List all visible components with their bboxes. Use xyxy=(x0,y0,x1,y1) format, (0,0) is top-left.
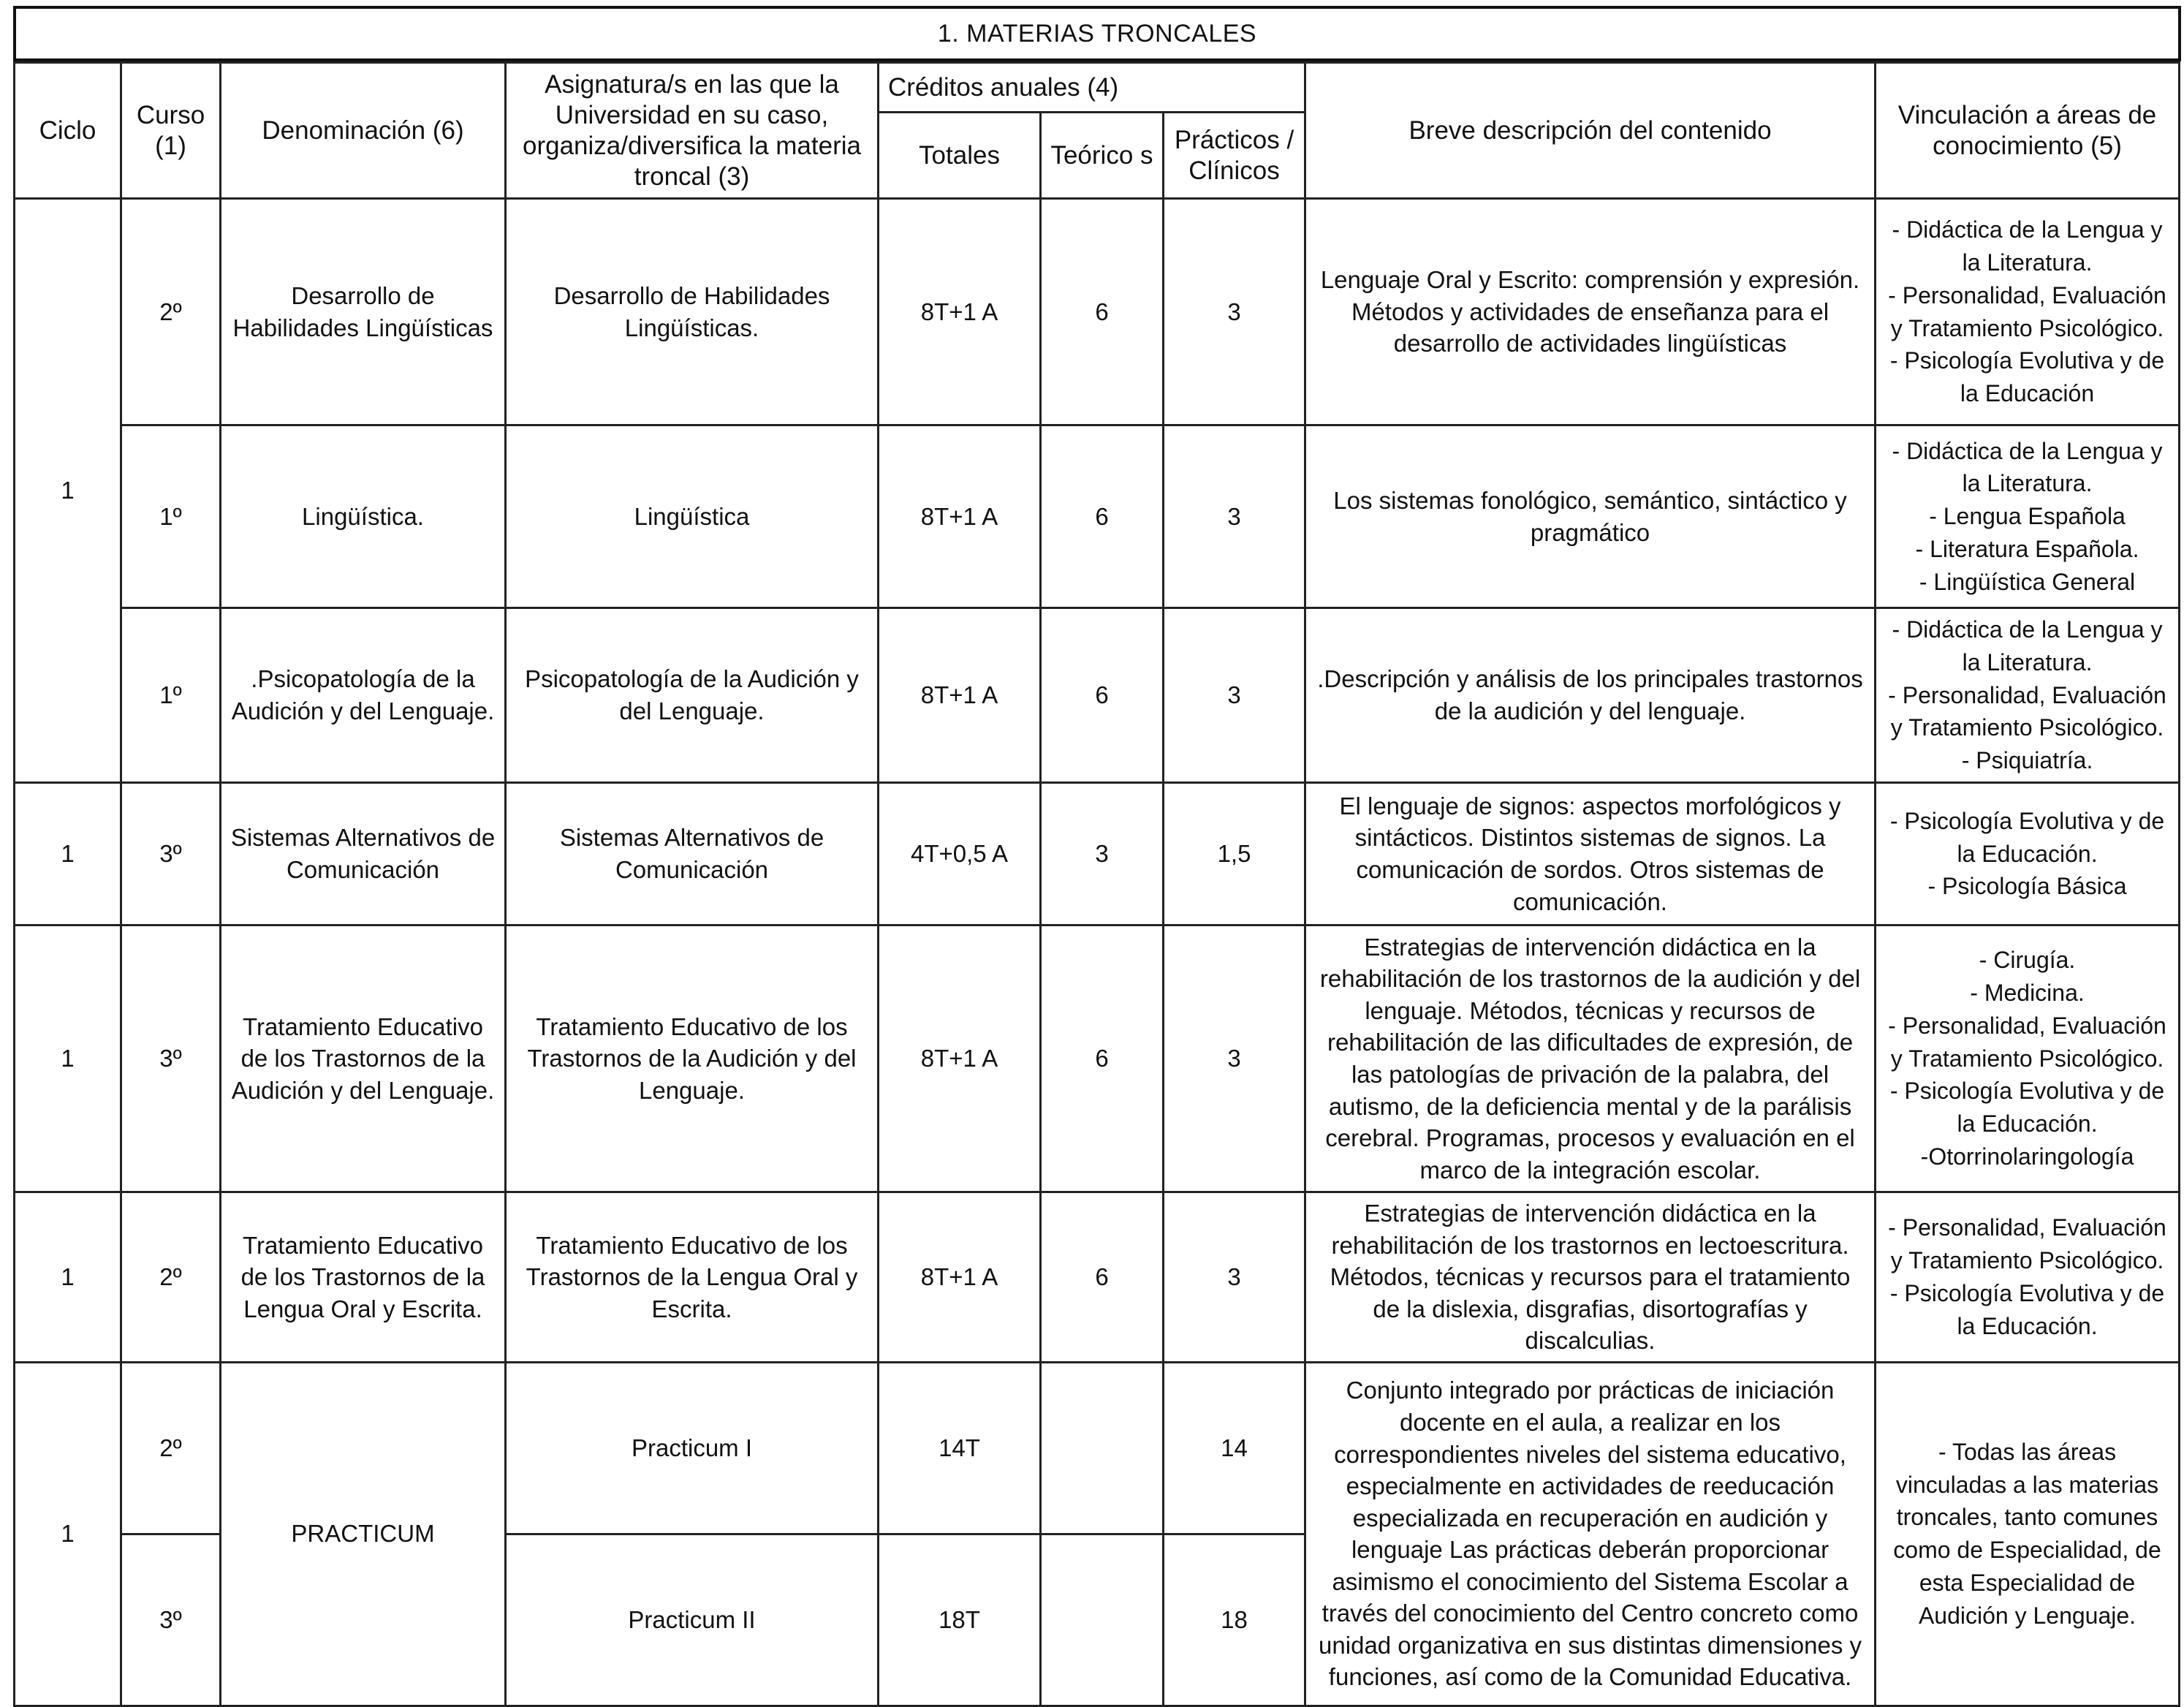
cell-ciclo: 1 xyxy=(15,782,121,925)
cell-denominacion: PRACTICUM xyxy=(221,1362,506,1706)
header-vinculacion: Vinculación a áreas de conocimiento (5) xyxy=(1876,63,2180,199)
area-item: - Didáctica de la Lengua y la Literatura. xyxy=(1892,437,2163,497)
cell-curso: 3º xyxy=(121,782,221,925)
area-item: - Cirugía. xyxy=(1979,947,2076,974)
cell-practicos: 3 xyxy=(1164,199,1305,425)
cell-teoricos: 6 xyxy=(1041,425,1164,608)
table-row xyxy=(15,608,2180,783)
cell-asignatura: Tratamiento Educativo de los Trastornos de la Audición y del Lenguaje. xyxy=(506,925,879,1192)
area-item: - Personalidad, Evaluación y Tratamiento Psicológico. xyxy=(1888,681,2166,741)
cell-curso: 2º xyxy=(121,1362,221,1534)
cell-denominacion: .Psicopatología de la Audición y del Lenguaje. xyxy=(221,608,506,783)
area-item: - Literatura Española. xyxy=(1915,535,2139,562)
table-row xyxy=(15,925,2180,1192)
area-item: - Personalidad, Evaluación y Tratamiento Psicológico. xyxy=(1888,281,2166,341)
area-item: -Otorrinolaringología xyxy=(1920,1143,2134,1170)
cell-ciclo: 1 xyxy=(15,1362,121,1706)
cell-ciclo: 1 xyxy=(15,1192,121,1362)
cell-practicos: 3 xyxy=(1164,1192,1305,1362)
cell-areas xyxy=(1876,782,2180,925)
area-item: - Psicología Evolutiva y de la Educación xyxy=(1889,347,2165,407)
header-descripcion: Breve descripción del contenido xyxy=(1305,63,1876,199)
area-item: - Personalidad, Evaluación y Tratamiento Psicológico. xyxy=(1888,1012,2166,1072)
cell-totales: 8T+1 A xyxy=(879,925,1041,1192)
table-row xyxy=(15,199,2180,425)
cell-totales: 8T+1 A xyxy=(879,608,1041,783)
cell-denominacion: Desarrollo de Habilidades Lingüísticas xyxy=(221,199,506,425)
cell-curso: 2º xyxy=(121,1192,221,1362)
cell-descripcion: Los sistemas fonológico, semántico, sintáctico y pragmático xyxy=(1305,425,1876,608)
area-item: - Lengua Española xyxy=(1929,503,2126,530)
cell-areas: - Todas las áreas vinculadas a las materias troncales, tanto comunes como de Especialidad, de esta Especialidad de Audición y Lenguaje. xyxy=(1876,1362,2180,1706)
cell-teoricos: 6 xyxy=(1041,925,1164,1192)
cell-practicos: 1,5 xyxy=(1164,782,1305,925)
area-item: - Lingüística General xyxy=(1919,568,2136,595)
cell-ciclo: 1 xyxy=(15,199,121,783)
cell-areas xyxy=(1876,1192,2180,1362)
cell-areas xyxy=(1876,925,2180,1192)
header-ciclo: Ciclo xyxy=(15,63,121,199)
cell-asignatura: Tratamiento Educativo de los Trastornos de la Lengua Oral y Escrita. xyxy=(506,1192,879,1362)
cell-totales: 4T+0,5 A xyxy=(879,782,1041,925)
cell-practicos: 3 xyxy=(1164,608,1305,783)
header-curso: Curso (1) xyxy=(121,63,221,199)
cell-teoricos: 3 xyxy=(1041,782,1164,925)
cell-denominacion: Tratamiento Educativo de los Trastornos de la Lengua Oral y Escrita. xyxy=(221,1192,506,1362)
cell-descripcion: El lenguaje de signos: aspectos morfológicos y sintácticos. Distintos sistemas de signos. La comunicación de sordos. Otros sistemas de comunicación. xyxy=(1305,782,1876,925)
cell-teoricos xyxy=(1041,1534,1164,1706)
materias-table xyxy=(13,61,2180,1707)
cell-areas xyxy=(1876,199,2180,425)
table-row xyxy=(15,425,2180,608)
header-asignatura: Asignatura/s en las que la Universidad en su caso, organiza/diversifica la materia troncal (3) xyxy=(506,63,879,199)
cell-curso: 1º xyxy=(121,425,221,608)
area-item: - Psicología Evolutiva y de la Educación. xyxy=(1889,1078,2165,1138)
header-practicos: Prácticos / Clínicos xyxy=(1164,113,1305,199)
cell-asignatura: Psicopatología de la Audición y del Lenguaje. xyxy=(506,608,879,783)
cell-denominacion: Tratamiento Educativo de los Trastornos de la Audición y del Lenguaje. xyxy=(221,925,506,1192)
cell-descripcion: Conjunto integrado por prácticas de iniciación docente en el aula, a realizar en los correspondientes niveles del sistema educativo, especialmente en actividades de reeducación especializada en recuperación en audición y lenguaje Las prácticas deberán proporcionar asimismo el conocimiento del Sistema Escolar a través del conocimiento del Centro concreto como unidad organizativa en sus distintas dimensiones y funciones, así como de la Comunidad Educativa. xyxy=(1305,1362,1876,1706)
cell-denominacion: Lingüística. xyxy=(221,425,506,608)
cell-curso: 3º xyxy=(121,1534,221,1706)
cell-totales: 8T+1 A xyxy=(879,199,1041,425)
cell-totales: 8T+1 A xyxy=(879,425,1041,608)
table-row xyxy=(15,1192,2180,1362)
cell-descripcion: .Descripción y análisis de los principales trastornos de la audición y del lenguaje. xyxy=(1305,608,1876,783)
area-item: - Didáctica de la Lengua y la Literatura. xyxy=(1892,616,2163,675)
header-teoricos: Teórico s xyxy=(1041,113,1164,199)
cell-curso: 3º xyxy=(121,925,221,1192)
header-creditos: Créditos anuales (4) xyxy=(879,63,1305,113)
cell-totales: 8T+1 A xyxy=(879,1192,1041,1362)
cell-areas xyxy=(1876,608,2180,783)
area-item: - Psicología Evolutiva y de la Educación. xyxy=(1889,807,2165,867)
cell-teoricos xyxy=(1041,1362,1164,1534)
cell-practicos: 14 xyxy=(1164,1362,1305,1534)
table-title: 1. MATERIAS TRONCALES xyxy=(13,6,2181,61)
area-item: - Personalidad, Evaluación y Tratamiento Psicológico. xyxy=(1888,1214,2166,1274)
cell-areas xyxy=(1876,425,2180,608)
cell-denominacion: Sistemas Alternativos de Comunicación xyxy=(221,782,506,925)
cell-teoricos: 6 xyxy=(1041,1192,1164,1362)
cell-curso: 1º xyxy=(121,608,221,783)
cell-asignatura: Lingüística xyxy=(506,425,879,608)
area-item: - Psicología Evolutiva y de la Educación. xyxy=(1889,1279,2165,1339)
cell-asignatura: Practicum II xyxy=(506,1534,879,1706)
cell-descripcion: Estrategias de intervención didáctica en la rehabilitación de los trastornos de la audición y del lenguaje. Métodos, técnicas y recursos de rehabilitación de las dificultades de expresión, de las patologías de privación de la palabra, del autismo, de la deficiencia mental y de la parálisis cerebral. Programas, procesos y evaluación en el marco de la integración escolar. xyxy=(1305,925,1876,1192)
cell-asignatura: Desarrollo de Habilidades Lingüísticas. xyxy=(506,199,879,425)
area-item: - Didáctica de la Lengua y la Literatura. xyxy=(1892,216,2163,276)
cell-teoricos: 6 xyxy=(1041,608,1164,783)
header-denominacion: Denominación (6) xyxy=(221,63,506,199)
cell-practicos: 3 xyxy=(1164,425,1305,608)
cell-totales: 18T xyxy=(879,1534,1041,1706)
cell-curso: 2º xyxy=(121,199,221,425)
cell-ciclo: 1 xyxy=(15,925,121,1192)
cell-totales: 14T xyxy=(879,1362,1041,1534)
cell-practicos: 3 xyxy=(1164,925,1305,1192)
area-item: - Medicina. xyxy=(1970,979,2085,1006)
cell-teoricos: 6 xyxy=(1041,199,1164,425)
header-totales: Totales xyxy=(879,113,1041,199)
area-item: - Psiquiatría. xyxy=(1961,747,2093,774)
area-item: - Psicología Básica xyxy=(1927,873,2127,900)
cell-practicos: 18 xyxy=(1164,1534,1305,1706)
cell-asignatura: Sistemas Alternativos de Comunicación xyxy=(506,782,879,925)
cell-asignatura: Practicum I xyxy=(506,1362,879,1534)
cell-descripcion: Lenguaje Oral y Escrito: comprensión y expresión. Métodos y actividades de enseñanza para el desarrollo de actividades lingüísticas xyxy=(1305,199,1876,425)
cell-descripcion: Estrategias de intervención didáctica en la rehabilitación de los trastornos en lectoescritura. Métodos, técnicas y recursos para el tratamiento de la dislexia, disgrafias, disortografías y discalculias. xyxy=(1305,1192,1876,1362)
table-row xyxy=(15,782,2180,925)
practicum-row xyxy=(15,1362,2180,1534)
